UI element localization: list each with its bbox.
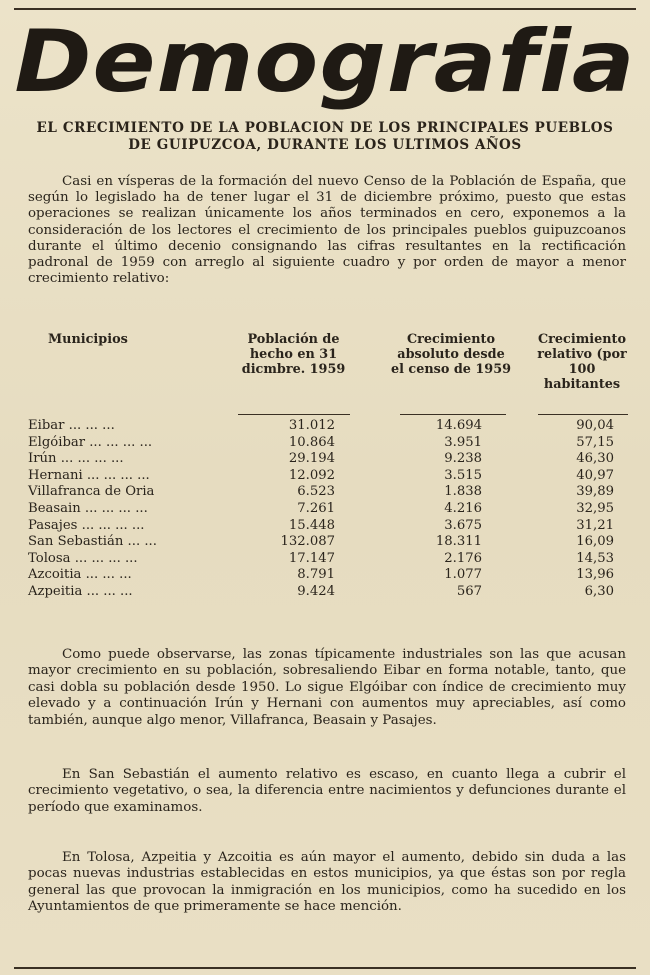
cell-absoluto: 567	[456, 583, 482, 599]
table-row	[28, 551, 626, 568]
header-crecimiento-relativo: Crecimiento relativo (por 100 habitantes	[537, 332, 627, 392]
cell-relativo: 31,21	[576, 517, 614, 533]
cell-relativo: 90,04	[576, 418, 614, 433]
cell-poblacion: 15.448	[288, 517, 335, 533]
table-row	[28, 584, 626, 601]
header-rule	[400, 414, 506, 415]
top-rule	[14, 8, 636, 10]
table-row	[28, 484, 626, 501]
cell-absoluto: 1.077	[444, 567, 482, 583]
cell-poblacion: 7.261	[297, 500, 335, 516]
table-row	[28, 451, 626, 468]
cell-absoluto: 4.216	[444, 500, 482, 516]
header-poblacion: Población de hecho en 31 dicmbre. 1959	[241, 332, 346, 377]
body-paragraph-3: En Tolosa, Azpeitia y Azcoitia es aún mayor el aumento, debido sin duda a las pocas nuevas industrias establecidas en estos municipios, ya que éstas son por regla general las que provocan la inmigración en los municipios, como ha sucedido en los Ayuntamientos de que primeramente se hace mención.	[28, 850, 626, 915]
cell-poblacion: 8.791	[297, 567, 335, 583]
cell-absoluto: 14.694	[435, 418, 482, 433]
cell-relativo: 6,30	[584, 583, 614, 599]
body-paragraph-1: Como puede observarse, las zonas típicamente industriales son las que acusan mayor crecimiento en su población, sobresaliendo Eibar en forma notable, tanto, que casi dobla su población desde 1950. Lo sigue Elgóibar con índice de crecimiento muy elevado y a continuación Irún y Hernani con aumentos muy apreciables, así como también, aunque algo menor, Villafranca, Beasain y Pasajes.	[28, 647, 626, 728]
cell-relativo: 39,89	[576, 484, 614, 500]
cell-relativo: 57,15	[576, 434, 614, 450]
cell-municipio: Hernani ... ... ... ...	[28, 467, 150, 483]
cell-poblacion: 132.087	[280, 534, 335, 550]
header-rule	[538, 414, 628, 415]
cell-municipio: Beasain ... ... ... ...	[28, 500, 148, 516]
header-municipios: Municipios	[48, 332, 128, 347]
cell-absoluto: 9.238	[444, 451, 482, 467]
cell-relativo: 40,97	[576, 467, 614, 483]
cell-municipio: Pasajes ... ... ... ...	[28, 517, 145, 533]
cell-municipio: Azpeitia ... ... ...	[28, 583, 133, 599]
cell-municipio: Elgóibar ... ... ... ...	[28, 434, 153, 450]
table-row	[28, 501, 626, 518]
subtitle	[20, 120, 630, 154]
header-crecimiento-absoluto: Crecimiento absoluto desde el censo de 1959	[390, 332, 512, 377]
table-row	[28, 418, 626, 435]
cell-absoluto: 2.176	[444, 550, 482, 566]
cell-municipio: Azcoitia ... ... ...	[28, 567, 132, 583]
cell-relativo: 46,30	[576, 451, 614, 467]
cell-poblacion: 31.012	[288, 418, 335, 433]
header-rule	[238, 414, 350, 415]
cell-poblacion: 6.523	[297, 484, 335, 500]
cell-absoluto: 1.838	[444, 484, 482, 500]
cell-absoluto: 3.675	[444, 517, 482, 533]
cell-municipio: San Sebastián ... ...	[28, 534, 157, 550]
cell-poblacion: 29.194	[288, 451, 335, 467]
body-paragraph-2: En San Sebastián el aumento relativo es escaso, en cuanto llega a cubrir el crecimiento vegetativo, o sea, la diferencia entre nacimientos y defunciones durante el período que examinamos.	[28, 767, 626, 815]
cell-municipio: Tolosa ... ... ... ...	[28, 550, 138, 566]
cell-absoluto: 3.515	[444, 467, 482, 483]
intro-paragraph: Casi en vísperas de la formación del nuevo Censo de la Población de España, que según lo legislado ha de tener lugar el 31 de diciembre próximo, puesto que estas operaciones se realizan únicamente los años terminados en cero, exponemos a la consideración de los lectores el crecimiento de los principales pueblos guipuzcoanos durante el último decenio consignando las cifras resultantes en la rectificación padronal de 1959 con arreglo al siguiente cuadro y por orden de mayor a menor crecimiento relativo:	[28, 174, 626, 287]
table-header	[28, 332, 626, 418]
table-row	[28, 534, 626, 551]
cell-absoluto: 18.311	[435, 534, 482, 550]
cell-poblacion: 10.864	[288, 434, 335, 450]
cell-absoluto: 3.951	[444, 434, 482, 450]
page-title: Demografia	[14, 12, 636, 112]
table-row	[28, 518, 626, 535]
cell-relativo: 16,09	[576, 534, 614, 550]
cell-relativo: 14,53	[576, 550, 614, 566]
cell-relativo: 32,95	[576, 500, 614, 516]
cell-relativo: 13,96	[576, 567, 614, 583]
table-row	[28, 435, 626, 452]
cell-poblacion: 12.092	[288, 467, 335, 483]
bottom-rule	[14, 967, 636, 969]
subtitle-line-1: EL CRECIMIENTO DE LA POBLACION DE LOS PRINCIPALES PUEBLOS	[36, 120, 614, 136]
cell-municipio: Eibar ... ... ...	[28, 418, 115, 433]
cell-municipio: Irún ... ... ... ...	[28, 451, 124, 467]
cell-municipio: Villafranca de Oria	[28, 484, 155, 500]
cell-poblacion: 17.147	[288, 550, 335, 566]
population-table	[28, 332, 626, 601]
table-row	[28, 567, 626, 584]
cell-poblacion: 9.424	[297, 583, 335, 599]
subtitle-line-2: DE GUIPUZCOA, DURANTE LOS ULTIMOS AÑOS	[128, 137, 522, 153]
table-row	[28, 468, 626, 485]
table-body	[28, 418, 626, 601]
